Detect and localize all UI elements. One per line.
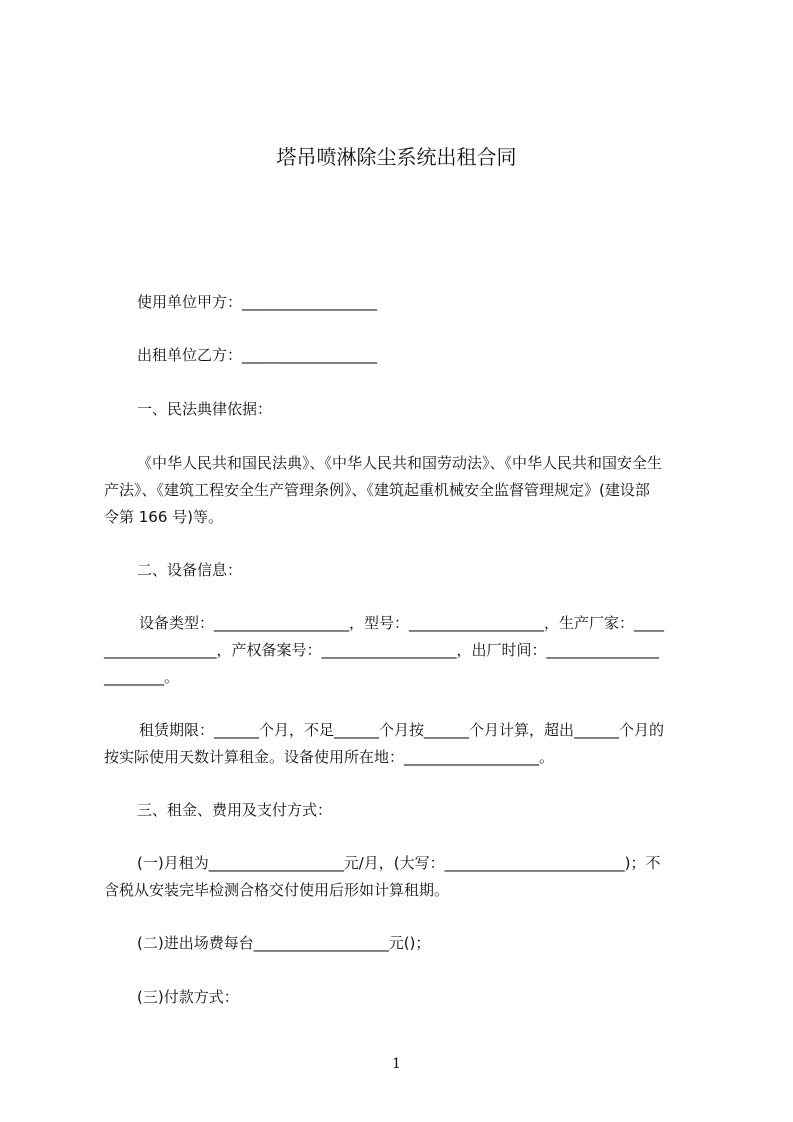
party-a-line: 使用单位甲方：__________________ <box>137 293 378 311</box>
payment-method-line: (三)付款方式： <box>137 988 239 1006</box>
monthly-rent-line-1: (一)月租为__________________元/月，(大写：________________________)；不 <box>137 854 661 872</box>
lease-term-line-2: 按实际使用天数计算租金。设备使用所在地：__________________。 <box>104 748 555 766</box>
lease-term-line-1: 租赁期限：______个月，不足______个月按______个月计算，超出______个月的 <box>139 721 665 739</box>
legal-basis-line-2: 产法》、《建筑工程安全生产管理条例》、《建筑起重机械安全监督管理规定》(建设部 <box>104 481 650 499</box>
section-3-heading: 三、租金、费用及支付方式： <box>137 801 333 819</box>
party-b-line: 出租单位乙方：__________________ <box>137 346 378 364</box>
monthly-rent-line-2: 含税从安装完毕检测合格交付使用后形如计算租期。 <box>104 881 450 899</box>
entry-exit-fee-line: (二)进出场费每台__________________元()； <box>137 934 431 952</box>
legal-basis-line-3: 令第 166 号)等。 <box>104 508 224 526</box>
legal-basis-line-1: 《中华人民共和国民法典》、《中华人民共和国劳动法》、《中华人民共和国安全生 <box>137 454 663 472</box>
section-1-heading: 一、民法典律依据： <box>137 400 273 418</box>
equipment-info-line-2: _______________，产权备案号：__________________，出厂时间：_______________ <box>104 641 660 659</box>
document-title: 塔吊喷淋除尘系统出租合同 <box>276 145 517 169</box>
equipment-info-line-3: ________。 <box>104 668 180 686</box>
section-2-heading: 二、设备信息： <box>137 561 243 579</box>
equipment-info-line-1: 设备类型：__________________，型号：__________________，生产厂家：____ <box>139 614 665 632</box>
page-number: 1 <box>392 1056 401 1072</box>
